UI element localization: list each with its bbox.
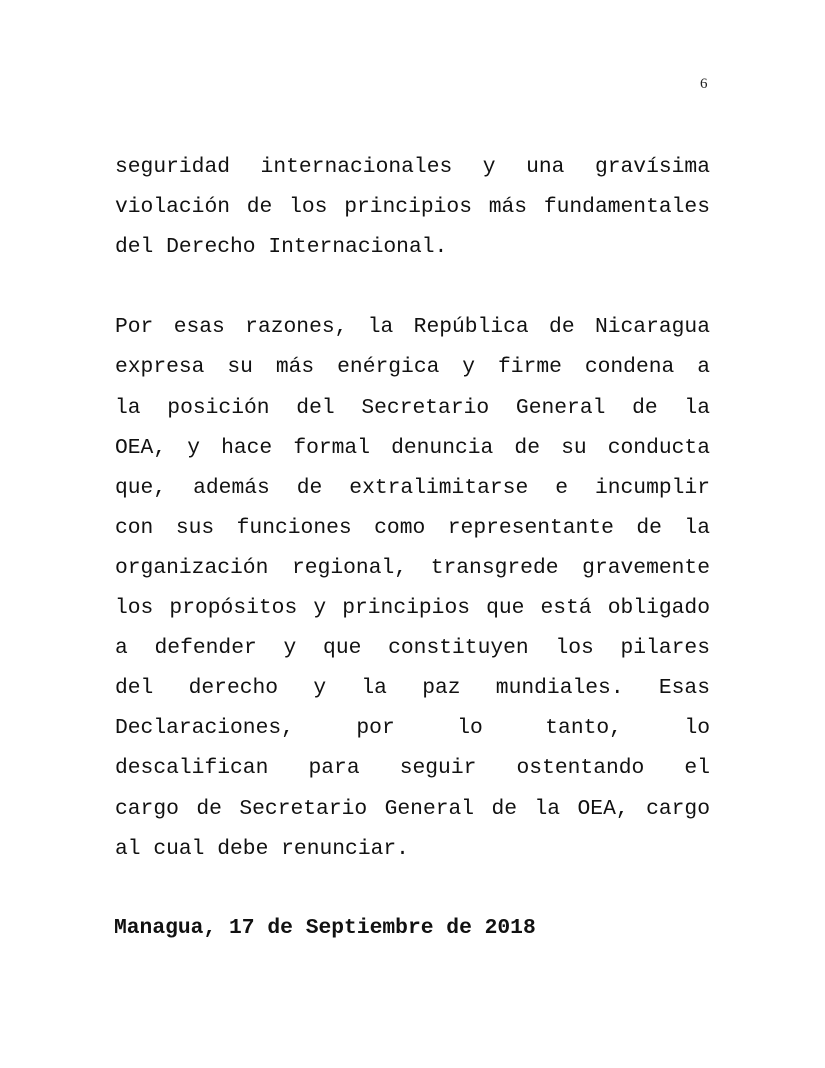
text-line: del derecho y la paz mundiales. Esas xyxy=(115,676,710,701)
text-line: Por esas razones, la República de Nicaragua xyxy=(115,315,710,340)
text-line: la posición del Secretario General de la xyxy=(115,395,710,420)
text-line: OEA, y hace formal denuncia de su conducta xyxy=(115,435,710,460)
text-line: al cual debe renunciar. xyxy=(115,836,409,861)
text-line: descalifican para seguir ostentando el xyxy=(115,756,710,781)
text-line: a defender y que constituyen los pilares xyxy=(115,636,710,661)
paragraph-1 xyxy=(115,147,710,267)
text-line: Declaraciones, por lo tanto, lo xyxy=(115,716,710,741)
closing-place-date: Managua, 17 de Septiembre de 2018 xyxy=(114,916,536,940)
text-line: violación de los principios más fundamentales xyxy=(115,195,710,220)
text-line: del Derecho Internacional. xyxy=(115,235,448,260)
text-line: organización regional, transgrede gravemente xyxy=(115,555,710,580)
text-line: expresa su más enérgica y firme condena a xyxy=(115,355,710,380)
paragraph-spacer xyxy=(115,267,710,307)
text-line: cargo de Secretario General de la OEA, cargo xyxy=(115,796,710,821)
text-line: seguridad internacionales y una gravísima xyxy=(115,155,710,179)
paragraph-2 xyxy=(115,307,710,868)
text-line: con sus funciones como representante de la xyxy=(115,515,710,540)
document-body xyxy=(115,147,710,869)
text-line: que, además de extralimitarse e incumplir xyxy=(115,475,710,500)
page-number: 6 xyxy=(700,76,708,92)
text-line: los propósitos y principios que está obligado xyxy=(115,596,710,621)
